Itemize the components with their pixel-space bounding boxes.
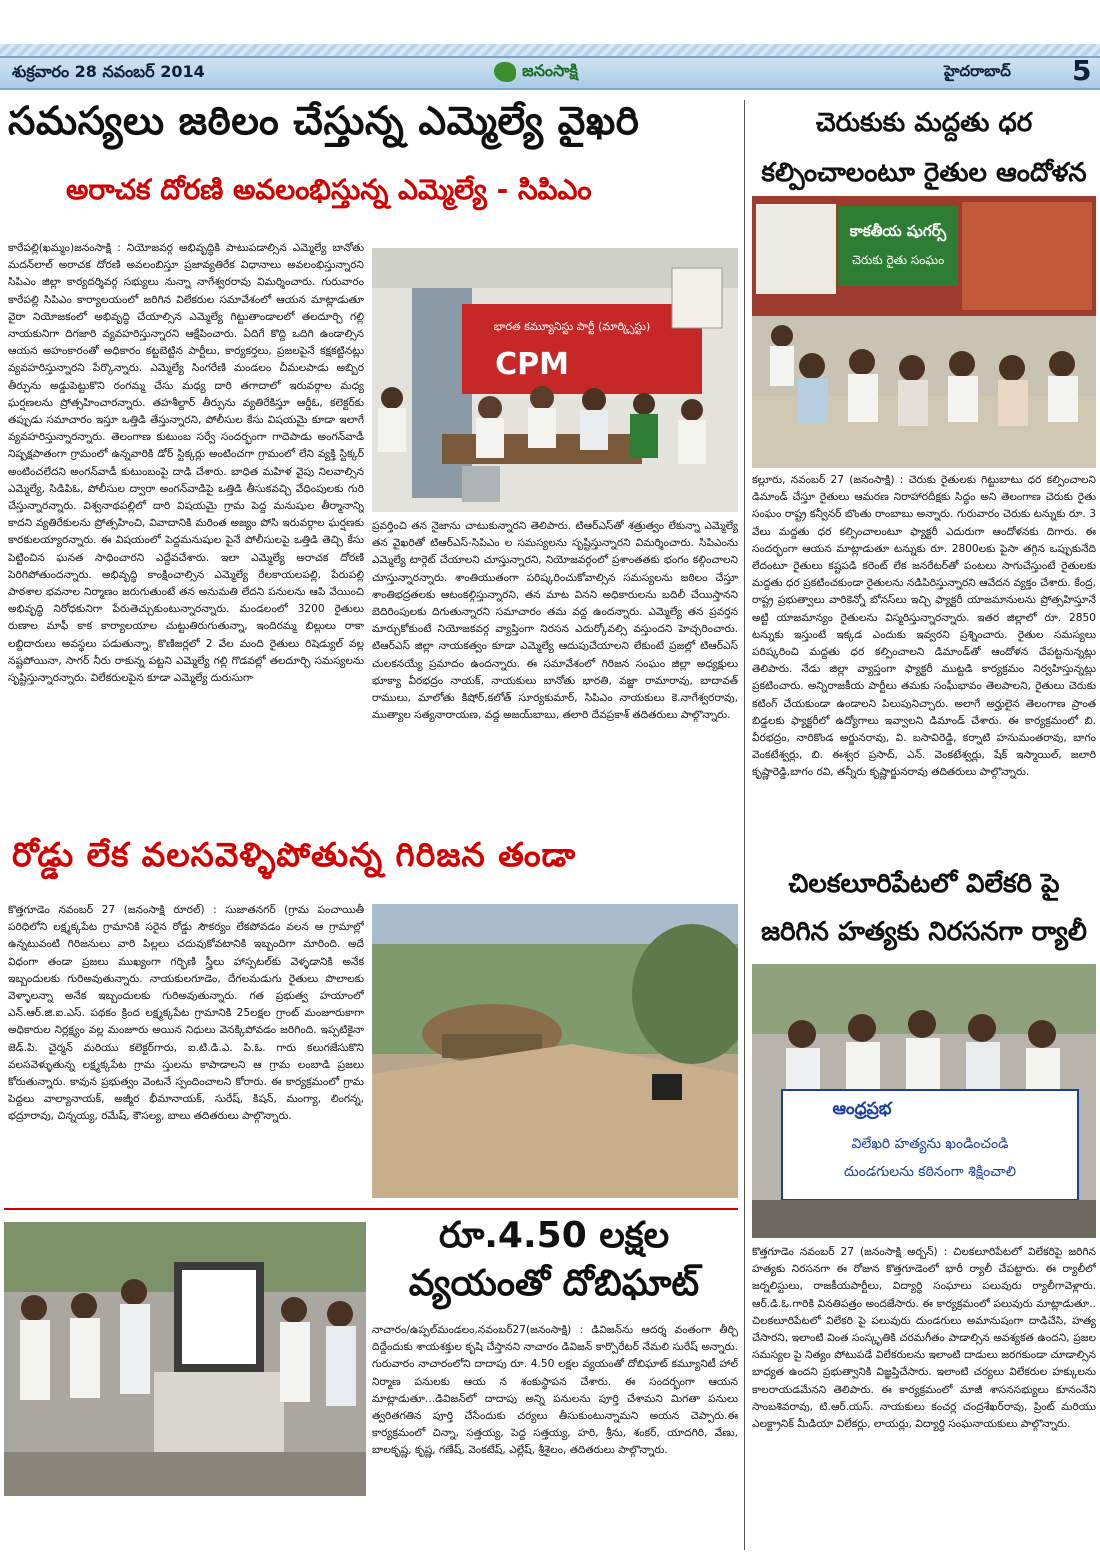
journalist-rally-photo <box>752 964 1096 1238</box>
cpm-logo-text: CPM <box>495 347 569 382</box>
banner-brand-text: ఆంధ్రప్రభ <box>832 1099 892 1119</box>
cpm-banner-text: భారత కమ్యూనిస్టు పార్టీ (మార్క్సిస్టు) <box>493 320 651 333</box>
sugar-banner-text-2: చెరుకు రైతు సంఘం <box>851 253 945 267</box>
story2-body: కల్లూరు, నవంబర్ 27 (జనంసాక్షి) : చెరుకు రైతులకు గిట్టుబాటు ధర కల్పించాలని డిమాండ్‌ చేస్తూ రైతులు ఆమరణ నిరాహారదీక్షకు సిద్ధం అని తెలంగాణ చెరుకు రైతు సంఘం రాష్ట్ర కన్వీనర్ బొంతు రాంబాబు అన్నారు. గురువారం చెరుకు టన్నుకు రూ. 3 వేలు మద్దతు ధర కల్పించాలంటూ ఫ్యాక్టరీ ఎదురుగా ఆందోళనకు దిగారు. ఈ సందర్భంగా ఆయన మాట్లాడుతూ టన్నుకు రూ. 2800లకు పైసా తగ్గిన ఒప్పుకునేది లేదంటూ రైతులు కష్టపడి కరెంట్ లేక జనరేటర్‌తో పంటలు సాగుచేస్తుంటే రైతులకు మద్దతు ధర ప్రకటించకుండా రైతులను నడిపిరిస్తున్నారని ఆవేదన వ్యక్తం చేశారు. కేంద్ర, రాష్ట్ర ప్రభుత్వాలు వారికెన్నో బోనస్‌లు ఇచ్చి ఫ్యాక్టరీ యాజమానులను ప్రోత్సహిస్తూనే అట్టి యాజమాన్యం రైతులను విస్మరిస్తున్నారన్నారు. ఇతర జిల్లాలో రూ. 2850 టన్నుకు ఇస్తుంటే ఇక్కడ ఎందుకు ఇవ్వరని ప్రశ్నించారు. రైతుల సమస్యలు పరిష్కరించి మద్దతు ధర కల్పించాలని డిమాండ్‌తో ఆందోళన చేపట్టనున్నట్లు తెలిపారు. నేడు జిల్లా వ్యాప్తంగా ఫ్యాక్టరీ ముట్టడి కార్యక్రమం నిర్వహిస్తున్నట్లు ప్రకటించారు. అన్నిరాజకీయ పార్టీలు తమకు సంఘీభావం తెలపాలని, రైతులు చెరుకు కటింగ్ చేయకుండా ఉండాలని పిలుపునిచ్చారు. అలాగే అర్హులైన తెలంగాణ ప్రాంత బిడ్డలకు ఫ్యాక్టరీలో ఉద్యోగాలు ఇవ్వాలని డిమాండ్ చేశారు. ఈ కార్యక్రమంలో బి. వీరభద్రం, నారికొండ అర్జునరావు, వి. బసావిరెడ్డి, కర్నాటి హనుమంతరావు, బాగం వెంకటేశ్వర్లు, బి. ఈశ్వర ప్రసాద్, ఎన్. వెంకటేశ్వర్లు, షేక్ ఇస్మాయిల్, జలారి కృష్ణారెడ్డి,బాగం రవి, తన్నీరు కృష్ణార్జునరావు తదితరులు పాల్గొన్నారు. <box>752 474 1096 779</box>
story2-headline: చెరుకుకు మద్దతు ధర కల్పించాలంటూ రైతుల ఆందోళన <box>761 108 1087 188</box>
story5-headline: రూ.4.50 లక్షల వ్యయంతో దోబిఘాట్ <box>408 1215 700 1304</box>
banner-line-2: దుండగులను కఠినంగా శిక్షించాలి <box>844 1164 1016 1180</box>
banner-line-1: విలేఖరి హత్యను ఖండించండి <box>851 1136 1009 1152</box>
newspaper-logo <box>494 60 606 84</box>
logo-text: జనంసాక్షి <box>522 61 578 80</box>
edition-city: హైదరాబాద్ <box>944 62 1011 80</box>
story3-body: కొత్తగూడెం నవంబర్ 27 (జనంసాక్షి రూరల్) : సుజాతనగర్ (గ్రామ పంచాయితీ పరిధిలోని లక్ష్మక్కపేట గ్రామానికి సరైన రోడ్డు సౌకర్యం లేకపోవడం వలన ఆ గ్రామాల్లో ఉన్నటువంటి గిరిజనులు వారి పిల్లలు చదువుకోవటానికి ఇబ్బందిగా మారింది. అదే విధంగా తండా ప్రజలు ముఖ్యంగా గర్భిణి స్త్రీలు హాస్పటల్‌కు వెళ్ళడానికి అనేక ఇబ్బందులకు గురిఅవుతున్నారు. నాయకులగూడెం, దేగలమడుగు రైతులు పొలాలకు వెళ్ళాలన్నా అనేక ఇబ్బందులకు గురిఅవుతున్నారు. గత ప్రభుత్వ హయాంలో ఎన్.ఆర్.జి.ఐ.ఎస్. పథకం క్రింద లక్ష్మక్కపేట గ్రామానికి 25లక్షల గ్రాంట్ మంజూరుకాగా అధికారుల నిర్లక్ష్యం వల్ల మంజూరు అయిన నిధులు వెనక్కిపోవడం జరిగింది. ఇప్పటికైనా జెడ్.పి. చైర్మన్ మరియు కలెక్టర్‌గారు, ఐ.టి.డి.ఎ. పి.ఓ. గారు కలుగజేసుకొని వలసవెళ్ళుతున్న లక్ష్మక్కపేట గ్రామ స్తులను కాపాడాలని ఆ గ్రామ లంబాడి ప్రజలు కోరుతున్నారు. కావున ప్రభుత్వం వెంటనే స్పందించాలని కోరారు. ఈ కార్యక్రమంలో గ్రామ పెద్దలు వాల్యానాయక్, అజ్మీర భీమానాయక్, సురేష్, కిషన్, మంగ్యా, లింగన్న, భద్రూరావు, చిన్నయ్య, రమేష్, కౌసల్య, బాలు తదితరులు పాల్గొన్నారు. <box>8 904 364 1123</box>
story3-headline: రోడ్డు లేక వలసవెళ్ళిపోతున్న గిరిజన తండా <box>12 835 577 874</box>
story4-headline: చిలకలూరిపేటలో విలేకరి పై జరిగిన హత్యకు నిరసనగా ర్యాలీ <box>761 869 1087 947</box>
logo-leaf-icon <box>494 62 516 82</box>
page-number: 5 <box>1072 54 1092 87</box>
story4-body: కొత్తగూడెం నవంబర్ 27 (జనంసాక్షి అర్బన్) : చిలకలూరిపేటలో విలేకరిపై జరిగిన హత్యకు నిరసనగా ఈ రోజున కొత్తగూడెంలో భారీ ర్యాలీ చేపట్టారు. ఈ ర్యాలీలో జర్నలిస్టులు, రాజకీయపార్టీలు, విద్యార్ధి సంఘాలు పలువురు ర్యాలీగావెళ్లారు. ఆర్.డి.ఓ.గారికి వినతిపత్రం అందజేసారు. ఈ కార్యక్రమంలో పలువురు మాట్లాడుతూ.. చిలకలూరిపేటలో విలేకరి పై పలువురు దుండగులు అమానుషంగా దాడిచేసి, హత్య చేసారని, ఇలాంటి వింత సంస్కృతికి చరమగీతం పాడాల్సిన అవశ్యకత ఉందని, ప్రజల సమస్యల పై నిత్యం పోటుపడే విలేకరులను ఇలాంటి దాడులు జరగకుండా చూడాల్సిన బాధ్యత ఉందని ప్రభుత్వానికి విజ్ఞప్తిచేసారు. ఇలాంటి చర్యలు విలేకరుల హక్కులను కాలరాయడమేనని తెలిపారు. ఈ కార్యక్రమంలో మాజీ శాసనసభ్యులు కూనంనేని సాంబశివరావు, టి.ఆర్.యస్. నాయకులు కంచర్ల చంద్రశేఖర్‌రావు, ప్రింట్ మరియు ఎలక్ట్రానిక్ మీడియా విలేకర్లు, లాయర్లు, విద్యార్ధి సంఘనాయకులు పాల్గొన్నారు. <box>752 1246 1096 1431</box>
sugar-banner-text: కాకతీయ షుగర్స్ <box>849 222 947 240</box>
cpm-meeting-photo <box>372 248 738 512</box>
story1-headline: సమస్యలు జఠిలం చేస్తున్న ఎమ్మెల్యే వైఖరి <box>8 99 640 144</box>
story5-body: నాచారం/ఉప్పల్‌మండలం,నవంబర్27(జనంసాక్షి) : డివిజన్‌ను ఆదర్శ వంతంగా తీర్చి దిద్దేందుకు శాయశక్తుల కృషి చేస్తానని నాచారం డివిజన్ కార్పొరేటర్ నేమలి సురేష్ అన్నారు. గురువారం నాచారంలోని దాదాపు రూ. 4.50 లక్షల వ్యయంతో దోబిఘాట్ కమ్యూనిటీ హాల్ నిర్మాణ పనులకు ఆయ న శంకుస్థాపన చేశారు. ఈ సందర్భంగా ఆయన మాట్లాడుతూ...డివిజన్‌లో దాదాపు అన్ని పనులను పూర్తి చేశామని మిగతా పనులు త్వరితగతిన పూర్తి చేసేందుకు చర్యలు తీసుకుంటున్నామని అయన చెప్పారు.ఈ కార్యక్రమంలో చిన్నా, సత్తయ్య, పెద్ద సత్తయ్య, హరి, శ్రీను, శంకర్, యాదగిరి, వేణు, బాలకృష్ణ, కృష్ణ, గణేష్, వెంకటేష్, ఎల్లేష్, శ్రీశైలం, తదితరులు పాల్గొన్నారు. <box>372 1324 738 1457</box>
sugarcane-protest-photo <box>752 196 1096 468</box>
story1-subhead: అరాచక దోరణి అవలంభిస్తున్న ఎమ్మెల్యే - సిపిఎం <box>66 173 592 206</box>
column-divider <box>744 100 745 1550</box>
story1-column-2: ప్రవర్తించి తన నైజాను చాటుకున్నారని తెలిపారు. టిఆర్ఎస్‌తో శత్రుత్వం లేకున్నా ఎమ్మెల్యే తన వైఖరితో టిఆర్ఎస్-సిపిఎం ల సమస్యలను సృష్టిస్తున్నారని విమర్శించారు. సిపిఎంను ఎమ్మెల్యే టార్గెట్ చేయాలని చూస్తున్నారని, నియోజవర్గంలో ప్రశాంతతకు భంగం కల్గించాలని చూస్తున్నారన్నారు. శాంతియుతంగా పరిష్కరించుకోవాల్సిన సమస్యలను జఠిలం చేస్తూ శాంతిభద్రతలకు ఆటంకల్గిస్తున్నారని, తన మాట వినని అధికారులను బదిలీ చేయిస్తానని బెదిరింపులకు దిగుతున్నారని సమాచారం తమ వద్ద ఉందన్నారు. ఎమ్మెల్యే తన ప్రవర్తన మార్చుకోకుంటే నియోజకవర్గ వ్యాప్తింగా నిరసన ఎదుర్కోవల్సి వస్తుందని హెచ్చరించారు. టిఆర్ఎస్ జిల్లా నాయకత్వం కూడా ఎమ్మెల్యే ఆదుపుచేయాలని లేకుంటే ప్రజల్లో టిఆర్ఎస్ చులకనయ్యే ప్రమాదం ఉందన్నారు. ఈ సమావేశంలో గిరిజన సంఘం జిల్లా అధ్యక్షులు భూక్యా వీరభద్రం నాయక్, నాయకులు బానోతు భారతి, వజ్జా రామారావు, బాదావత్ రాములు, మాలోతు కిషోర్,కలోత్ సూర్యకుమార్, సిపిఎం నాయకులు కె.నాగేశ్వరరావు, ముత్యాల సత్యనారాయణ, వద్ద అజయ్‌బాబు, తలారి దేవప్రకాశ్ తదితరులు పాల్గొన్నారు. <box>372 520 738 722</box>
issue-date: శుక్రవారం 28 నవంబర్ 2014 <box>12 62 205 81</box>
tribal-hamlet-road-photo <box>372 904 738 1198</box>
section-divider <box>4 1208 738 1210</box>
story1-column-1: కారేపల్లి(ఖమ్మం)జనంసాక్షి : నియోజవర్గ అభివృద్ధికి పాటుపడాల్సిన ఎమ్మెల్యే బానోతు మదన్‌లాల్ అరాచక దోరణి అవలంబిస్తూ ప్రజావ్యతిరేక విధానాలు అవలంభిస్తున్నారని సిపిఎం జిల్లా కార్యదర్శివర్గ సభ్యులు నున్నా నాగేశ్వరరావు విమర్శించారు. గురువారం కారేపల్లి సిపిఎం కార్యాలయంలో జరిగిన విలేకరుల సమావేశంలో ఆయన మాట్లాడుతూ వైరా నియోజకంలో అభివృద్ధి చేయాల్సిన ఎమ్మెల్యే గిట్టుతాండాలలో తలదూర్చి గల్లి నాయకునిగా దిగజారి వ్యవహరిస్తున్నారని ఆక్షేపించారు. ఏదిగే కొద్ది ఒదిగి ఉండాల్సిన ఆయన అహంకారంతో అధికారం కట్టబెట్టిన పార్టీలు, కార్యకర్తలు, ప్రజలపైనే కక్షకట్టినట్లు వ్యవహరిస్తున్నారని పేర్కొన్నారు. ఎమ్మెల్యే సింగరేణి మండలం చీమలపాడు అబ్బిర తీర్పును అడ్డుపెట్టుకొని రంగమ్మ చేసు మధ్య దారి తగాదాలో ఇరువర్గాల మధ్య ఘర్షణలను ప్రోత్సహించారన్నారు. తహశీల్దార్ తీర్పును వ్యతిరేకిస్తూ ఆర్డీఓ, కలెక్టర్‌కు తప్పుడు సమాచారం ఇస్తూ ఒత్తిడి తేస్తున్నారని, పోలీసుల కేసు విషయమై కూడా ఇలాగే వ్యవహరిస్తున్నారన్నారు. తెలంగాణ కుటుంబ సర్వే సందర్భంగా గాదెపాడు అంగన్‌వాడీ నిష్పక్షపాతంగా గ్రామంలో ఉన్నవారికి డోర్ స్టిక్కర్లు అంటించగా గ్రామంలో లేని వ్యక్తి స్టిక్కర్ అంటించలేదని అంగన్‌వాడీ కుటుంబంపై దాడి చేశారు. బాధిత మహిళ వైపు నిలవాల్సిన ఎమ్మెల్యే, సిడిపిఓ, పోలీసుల ద్వారా అంగన్‌వాడిపై ఒత్తిడి తీసుకవచ్చి వేధింపులకు గురి చేస్తున్నారన్నారు. విశ్వనాథపల్లిలో దారి విషయమై గ్రామ పెద్ద మనుషుల తీర్మానాన్ని కాదని వ్యతిరేకులను ప్రోత్సహించి, వివాదానికి మరింత అజ్యం పోసి ఇరువర్గాల ఘర్షణకు కారకులయ్యారన్నారు. ఈ విషయంలో పెద్దమనుషుల పైనే పోలీసులపై ఒత్తిడి తెచ్చి కేసు పెట్టించిన ఘనత సాధించారని ఎద్దేవచేశారు. ఇలా ఎమ్మెల్యే అరాచక దోరణి పెరిగిపోతుందన్నారు. అభివృద్ధి కాంక్షించాల్సిన ఎమ్మెల్యే రేలకాయలపల్లి, పేరుపల్లి పాఠశాల భవనాల నిర్మాణం జరుగుతుంటే తన అనుమతి లేదని పనులను ఆపి వేయించి అభివృద్ధి నిరోధకునిగా పేరుతెచ్చుకుంటున్నారన్నారు. మండలంలో 3200 రైతులు రుణాల మాఫీ కాక కార్యాలయాల చుట్టుతిరుగుతున్నా, ఇందిరమ్మ బిల్లులు రాకా లబ్దిదారులు అవస్థలు పడుతున్నా, కొణిజర్లలో 2 వేల మంది రైతులు రిషెడ్యుల్ వల్ల నష్టపోయినా, సాగర్ నీరు రాకున్న పట్టని ఎమ్మెల్యే గల్లి గొడవల్లో తలదూర్చి సమస్యలను సృష్టిస్తున్నారన్నారు. విలేకరులపైన కూడా ఎమ్మెల్యే దురుసుగా <box>8 242 364 685</box>
dhobighat-foundation-photo <box>4 1222 366 1496</box>
